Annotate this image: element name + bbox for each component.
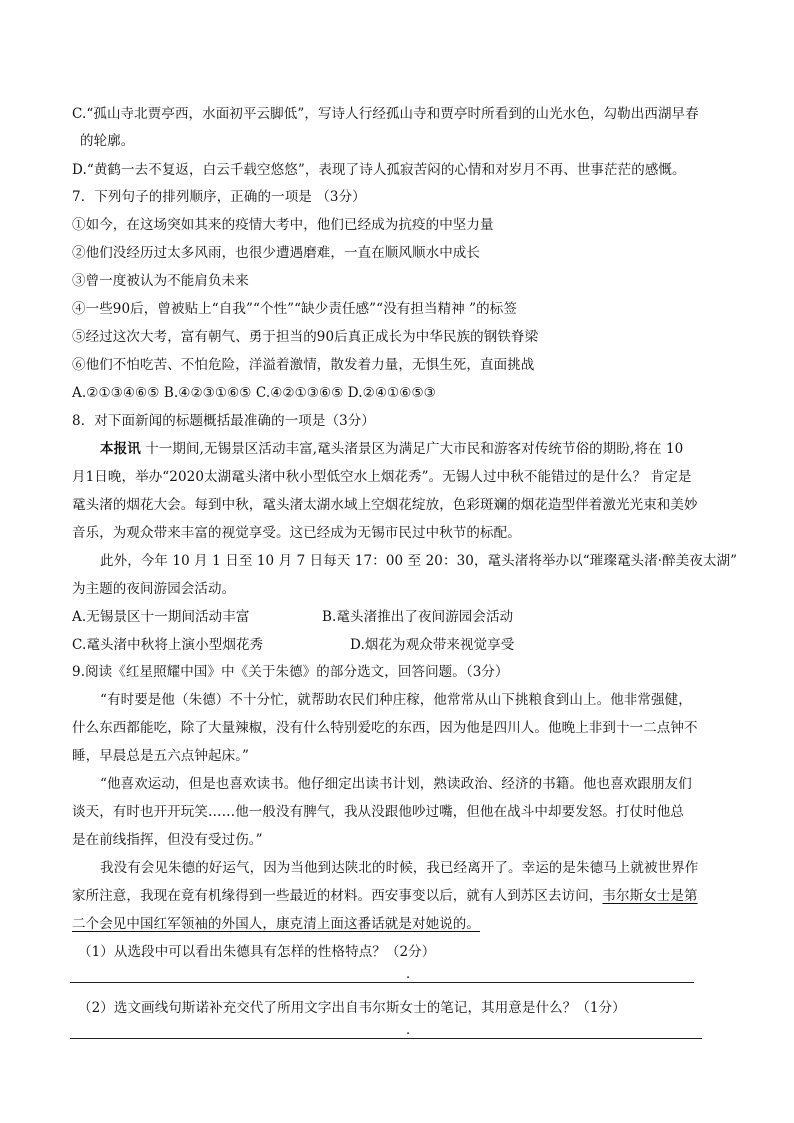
q8-option-d: D.烟花为观众带来视觉享受 — [350, 637, 515, 653]
q9-passage-p3-line1: 我没有会见朱德的好运气，因为当他到达陕北的时候，我已经离开了。幸运的是朱德马上就被世界作 — [100, 860, 699, 876]
q9-passage-p2-line3: 是在前线指挥，但没有受过伤。” — [72, 832, 263, 848]
q8-stem: 8．对下面新闻的标题概括最准确的一项是（3分） — [72, 413, 375, 429]
answer-dot-1: . — [406, 967, 411, 982]
q7-item-5: ⑤经过这次大考，富有朝气、勇于担当的90后真正成长为中华民族的钢铁脊梁 — [72, 329, 539, 345]
answer-dot-2: . — [406, 1023, 411, 1038]
answer-line-1[interactable] — [70, 982, 694, 983]
q8-option-c: C.鼋头渚中秋将上演小型烟花秀 — [72, 637, 264, 653]
q8-news-p1-line1-text: 十一期间,无锡景区活动丰富,鼋头渚景区为满足广大市民和游客对传统节俗的期盼,将在 10 — [140, 441, 684, 457]
q7-item-2: ②他们没经历过太多风雨，也很少遭遇磨难，一直在顺风顺水中成长 — [72, 245, 480, 261]
q9-underlined-sentence-part1: 韦尔斯女士是第 — [602, 888, 698, 904]
q6-option-c-line1: C.“孤山寺北贾亭西，水面初平云脚低”，写诗人行经孤山寺和贾亭时所看到的山光水色，勾勒出西湖早春 — [72, 106, 699, 122]
q7-stem: 7．下列句子的排列顺序，正确的一项是 （3分） — [72, 189, 366, 205]
q8-news-p1-line1 — [100, 439, 760, 459]
q9-subquestion-2: （2）选文画线句斯诺补充交代了所用文字出自韦尔斯女士的笔记，其用意是什么？（1分） — [78, 1000, 626, 1016]
q6-option-c-line2: 的轮廓。 — [80, 133, 135, 149]
q9-passage-p1-line2: 什么东西都能吃，除了大量辣椒，没有什么特别爱吃的东西，因为他是四川人。他晚上非到十一二点钟不 — [72, 720, 698, 736]
q9-passage-p3-line2-text: 家所注意，我现在竟有机缘得到一些最近的材料。西安事变以后，就有人到苏区去访问， — [72, 888, 603, 904]
q9-passage-p3-line3 — [72, 914, 732, 934]
q8-news-p1-line4: 音乐，为观众带来丰富的视觉享受。这已经成为无锡市民过中秋节的标配。 — [72, 525, 521, 541]
q7-item-1: ①如今，在这场突如其来的疫情大考中，他们已经成为抗疫的中坚力量 — [72, 217, 494, 233]
q9-passage-p2-line2: 谈天，有时也开开玩笑……他一般没有脾气，我从没跟他吵过嘴，但他在战斗中却要发怒。打仗时他总 — [72, 804, 684, 820]
q8-news-p2-line1: 此外，今年 10 月 1 日至 10 月 7 日每天 17：00 至 20：30，鼋头渚将举办以“璀璨鼋头渚·醉美夜太湖” — [100, 553, 738, 569]
q6-option-d: D.“黄鹤一去不复返，白云千载空悠悠”，表现了诗人孤寂苦闷的心情和对岁月不再、世事茫茫的感慨。 — [72, 162, 686, 178]
q8-option-a: A.无锡景区十一期间活动丰富 — [72, 609, 250, 625]
q7-options: A.②①③④⑥⑤ B.④②③①⑥⑤ C.④②①③⑥⑤ D.②④①⑥⑤③ — [72, 385, 436, 401]
q9-passage-p1-line1: “有时要是他（朱德）不十分忙，就帮助农民们种庄稼，他常常从山下挑粮食到山上。他非常强健， — [100, 692, 692, 708]
q7-item-3: ③曾一度被认为不能肩负未来 — [72, 273, 249, 289]
q8-news-p1-line3: 鼋头渚的烟花大会。每到中秋，鼋头渚太湖水域上空烟花绽放，色彩斑斓的烟花造型伴着激光光束和美妙 — [72, 497, 698, 513]
q9-stem: 9.阅读《红星照耀中国》中《关于朱德》的部分选文，回答问题。（3分） — [72, 664, 509, 680]
q7-item-6: ⑥他们不怕吃苦、不怕危险，洋溢着激情，散发着力量，无惧生死，直面挑战 — [72, 357, 535, 373]
q8-news-tag: 本报讯 — [100, 441, 141, 457]
q9-subquestion-1: （1）从选段中可以看出朱德具有怎样的性格特点？（2分） — [78, 944, 436, 960]
q9-underlined-sentence-part2: 二个会见中国红军领袖的外国人，康克清上面这番话就是对她说的。 — [72, 916, 480, 932]
q9-passage-p3-line2 — [72, 886, 732, 906]
q9-passage-p1-line3: 睡，早晨总是五六点钟起床。” — [72, 748, 250, 764]
q9-passage-p2-line1: “他喜欢运动，但是也喜欢读书。他仔细定出读书计划，熟读政治、经济的书籍。他也喜欢跟朋友们 — [100, 776, 692, 792]
q7-item-4: ④一些90后，曾被贴上“自我”“个性”“缺少责任感”“没有担当精神 ”的标签 — [72, 301, 517, 317]
answer-line-2[interactable] — [70, 1038, 702, 1039]
q8-news-p1-line2: 月1日晚，举办“2020太湖鼋头渚中秋小型低空水上烟花秀”。无锡人过中秋不能错过的是什么？ 肯定是 — [72, 469, 692, 485]
q8-news-p2-line2: 为主题的夜间游园会活动。 — [72, 581, 236, 597]
q8-option-b: B.鼋头渚推出了夜间游园会活动 — [322, 609, 514, 625]
